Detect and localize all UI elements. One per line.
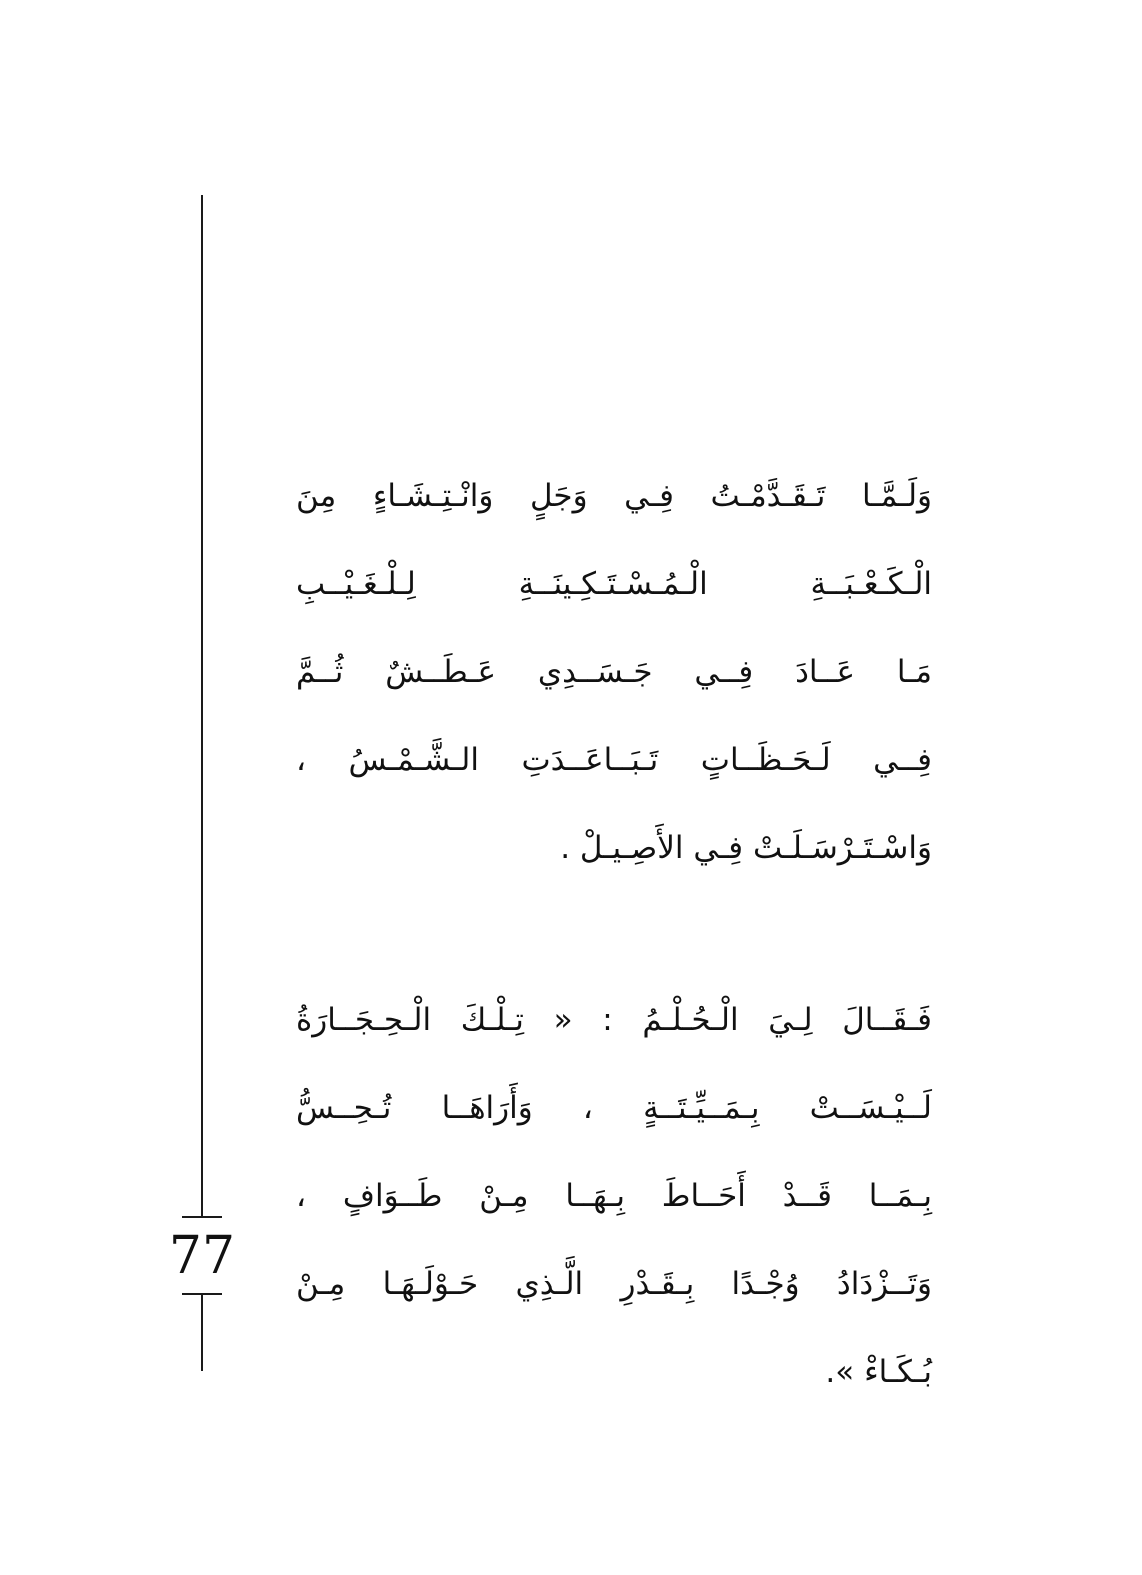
verse-line: مَـا عَــادَ فِــي جَـسَــدِي عَـطَــشٌ ثُــمَّ	[296, 654, 932, 690]
verse-line: وَلَـمَّـا تَـقَـدَّمْـتُ فِـي وَجَلٍ وَانْـتِـشَـاءٍ مِنَ	[296, 478, 932, 514]
verse-line: لَــيْـسَــتْ بِـمَــيِّـتَــةٍ ، وَأَرَاهَــا تُـحِــسُّ	[296, 1090, 932, 1126]
stanza-1	[296, 452, 932, 892]
page-number: 77	[168, 1226, 236, 1286]
verse-line: بِـمَــا قَــدْ أَحَــاطَ بِـهَــا مِـنْ طَــوَافٍ ،	[296, 1178, 932, 1214]
verse-line: بُـكَـاءْ ».	[825, 1354, 932, 1390]
verse-line: الْـكَـعْـبَــةِ الْـمُـسْـتَـكِـينَــةِ لِـلْـغَـيْــبِ	[296, 566, 932, 602]
verse-line: فِــي لَـحَـظَــاتٍ تَـبَــاعَــدَتِ الـشَّـمْـسُ ،	[296, 742, 932, 778]
margin-rule-top	[201, 195, 203, 1217]
page-number-top-tick	[182, 1216, 222, 1218]
stanza-2	[296, 976, 932, 1416]
margin-rule-bottom	[201, 1293, 203, 1371]
verse-line: فَـقَــالَ لِـيَ الْـحُـلْـمُ : « تِـلْـكَ الْـحِـجَــارَةُ	[296, 1002, 932, 1038]
verse-line: وَتَــزْدَادُ وُجْـدًا بِـقَـدْرِ الَّـذِي حَـوْلَـهَـا مِـنْ	[296, 1266, 932, 1302]
verse-line: وَاسْـتَـرْسَـلَـتْ فِـي الأَصِـيـلْ .	[560, 830, 932, 866]
